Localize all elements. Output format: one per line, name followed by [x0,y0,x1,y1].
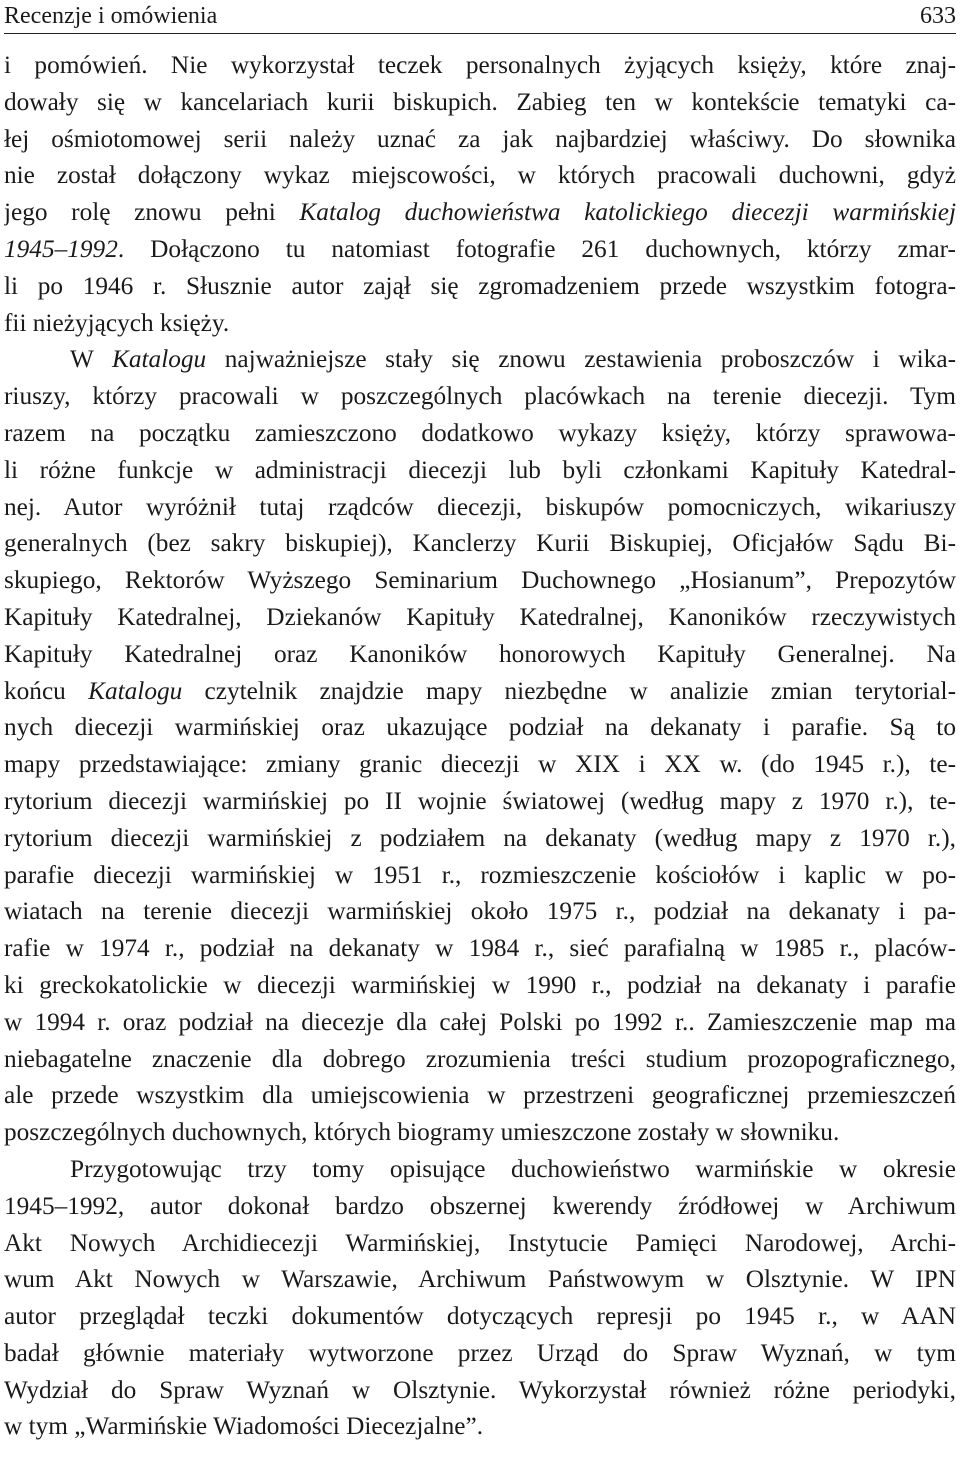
text-line [4,452,956,489]
text-run: autor przeglądał teczki dokumentów dotyczących represji po 1945 r., w AAN [4,1302,956,1331]
text-line [4,1335,956,1372]
text-run: nych diecezji warmińskiej oraz ukazujące podział na dekanaty i parafie. Są to [4,713,956,742]
text-line [4,930,956,967]
text-run: ki greckokatolickie w diecezji warmińskiej w 1990 r., podział na dekanaty i parafie [4,970,956,999]
text-run: nie został dołączony wykaz miejscowości, w których pracowali duchowni, gdyż [4,161,956,190]
text-run: Przygotowując trzy tomy opisujące duchowieństwo warmińskie w okresie [70,1154,956,1183]
text-run: generalnych (bez sakry biskupiej), Kanclerzy Kurii Biskupiej, Oficjałów Sądu Bi- [4,529,956,558]
text-line [4,84,956,121]
paragraph [4,1151,956,1445]
text-run: mapy przedstawiające: zmiany granic diecezji w XIX i XX w. (do 1945 r.), te- [4,750,956,779]
text-line [4,1004,956,1041]
text-line [4,673,956,710]
text-run: jego rolę znowu pełni [4,198,300,227]
text-run: . Dołączono tu natomiast fotografie 261 duchownych, którzy zmar- [117,234,956,263]
text-line [4,415,956,452]
text-line [4,709,956,746]
text-run: li po 1946 r. Słusznie autor zajął się zgromadzeniem przede wszystkim fotogra- [4,271,956,300]
text-line [4,525,956,562]
text-run: niebagatelne znaczenie dla dobrego zrozumienia treści studium prozopograficznego, [4,1044,956,1073]
text-run: parafie diecezji warmińskiej w 1951 r., rozmieszczenie kościołów i kaplic w po- [4,860,956,889]
text-line [4,305,956,342]
text-line [4,268,956,305]
text-run: Wydział do Spraw Wyznań w Olsztynie. Wykorzystał również różne periodyki, [4,1375,956,1404]
text-run: li różne funkcje w administracji diecezji lub byli członkami Kapituły Katedral- [4,455,956,484]
text-line [4,1188,956,1225]
text-run: najważniejsze stały się znowu zestawienia proboszczów i wika- [206,345,956,374]
text-line [4,783,956,820]
paragraph [4,341,956,1151]
text-line [4,893,956,930]
text-run: Kapituły Katedralnej oraz Kanoników honorowych Kapituły Generalnej. Na [4,639,956,668]
text-line [4,1114,956,1151]
text-line [4,489,956,526]
text-run: rytorium diecezji warmińskiej po II wojnie światowej (według mapy z 1970 r.), te- [4,786,956,815]
text-run: W [70,345,112,374]
text-run: i pomówień. Nie wykorzystał teczek personalnych żyjących księży, które znaj- [4,51,956,79]
text-line [4,1261,956,1298]
italic-title: Katalogu [112,345,207,374]
text-run: nej. Autor wyróżnił tutaj rządców diecezji, biskupów pomocniczych, wikariuszy [4,492,956,521]
text-run: badał głównie materiały wytworzone przez Urząd do Spraw Wyznań, w tym [4,1338,956,1367]
text-run: ale przede wszystkim dla umiejscowienia w przestrzeni geograficznej przemieszczeń [4,1081,956,1110]
text-line [4,1151,956,1188]
text-run: poszczególnych duchownych, których biogramy umieszczone zostały w słowniku. [4,1118,840,1147]
text-run: skupiego, Rektorów Wyższego Seminarium Duchownego „Hosianum”, Prepozytów [4,566,956,595]
text-line [4,341,956,378]
text-line [4,599,956,636]
text-run: rytorium diecezji warmińskiej z podziałem na dekanaty (według mapy z 1970 r.), [4,823,956,852]
italic-title: Katalog duchowieństwa katolickiego diecezji warmińskiej [299,198,956,227]
body-text [4,47,956,1445]
text-line [4,157,956,194]
text-line [4,820,956,857]
text-run: dowały się w kancelariach kurii biskupich. Zabieg ten w kontekście tematyki ca- [4,87,956,116]
text-line [4,967,956,1004]
running-head [4,0,956,34]
text-run: wum Akt Nowych w Warszawie, Archiwum Państwowym w Olsztynie. W IPN [4,1265,956,1294]
text-line [4,1077,956,1114]
text-line [4,1408,956,1445]
text-line [4,746,956,783]
paragraph [4,47,956,341]
italic-title: Katalogu [88,676,183,705]
text-line [4,194,956,231]
text-run: Kapituły Katedralnej, Dziekanów Kapituły Katedralnej, Kanoników rzeczywistych [4,602,956,631]
text-run: końcu [4,676,89,705]
text-run: w 1994 r. oraz podział na diecezje dla całej Polski po 1992 r.. Zamieszczenie map ma [4,1007,956,1036]
text-line [4,378,956,415]
section-title: Recenzje i omówienia [4,3,218,29]
text-run: riuszy, którzy pracowali w poszczególnych placówkach na terenie diecezji. Tym [4,382,956,411]
text-line [4,1041,956,1078]
text-run: czytelnik znajdzie mapy niezbędne w analizie zmian terytorial- [182,676,956,705]
text-line [4,1298,956,1335]
text-run: w tym „Warmińskie Wiadomości Diecezjalne”. [4,1412,484,1441]
text-line [4,1372,956,1409]
text-run: łej ośmiotomowej serii należy uznać za jak najbardziej właściwy. Do słownika [4,124,956,153]
text-line [4,857,956,894]
text-line [4,636,956,673]
text-run: 1945–1992, autor dokonał bardzo obszernej kwerendy źródłowej w Archiwum [4,1191,956,1220]
page-number: 633 [920,3,956,29]
text-line [4,121,956,158]
italic-title: 1945–1992 [4,234,118,263]
text-line [4,562,956,599]
text-run: razem na początku zamieszczono dodatkowo wykazy księży, którzy sprawowa- [4,418,956,447]
text-run: Akt Nowych Archidiecezji Warmińskiej, Instytucie Pamięci Narodowej, Archi- [4,1228,956,1257]
text-run: rafie w 1974 r., podział na dekanaty w 1984 r., sieć parafialną w 1985 r., placów- [4,934,956,963]
text-line [4,47,956,84]
text-line [4,1225,956,1262]
text-run: fii nieżyjących księży. [4,308,230,337]
text-run: wiatach na terenie diecezji warmińskiej około 1975 r., podział na dekanaty i pa- [4,897,956,926]
text-line [4,231,956,268]
